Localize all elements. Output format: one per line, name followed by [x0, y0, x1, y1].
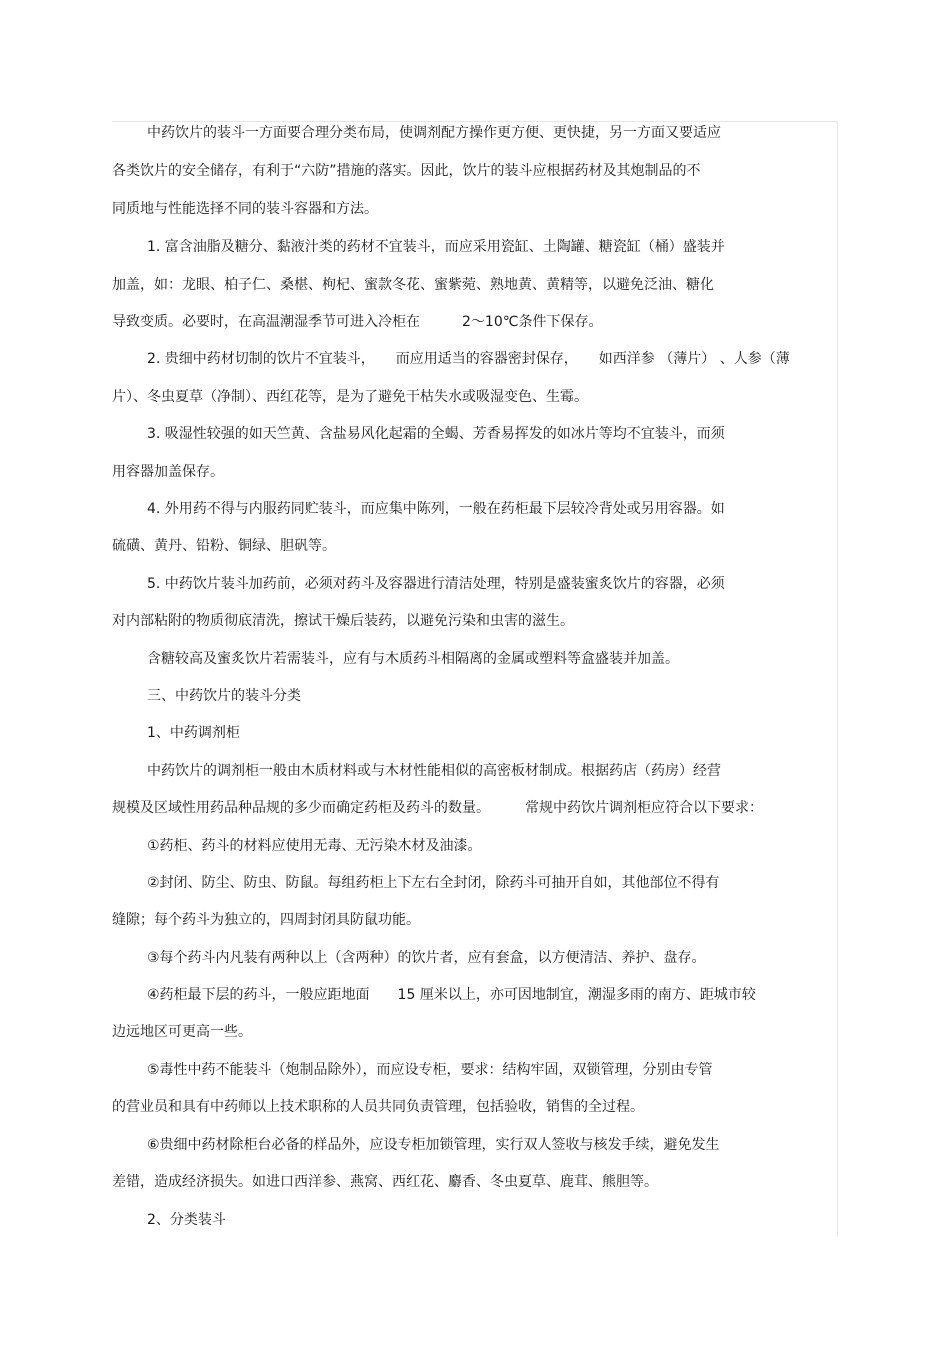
req3: ③每个药斗内凡装有两种以上（含两种）的饮片者，应有套盒，以方便清洁、养护、盘存。 — [147, 950, 706, 966]
item5-line2: 对内部粘附的物质彻底清洗，擦试干燥后装药，以避免污染和虫害的滋生。 — [112, 613, 574, 629]
para1-line1: 中药饮片的装斗一方面要合理分类布局，使调剂配方操作更方便、更快捷，另一方面又要适应 — [147, 125, 721, 141]
item2-line1: 2. 贵细中药材切制的饮片不宜装斗， 而应用适当的容器密封保存， 如西洋参 （薄片） 、人参（薄 — [147, 351, 790, 367]
cabinet-para-line2: 规模及区域性用药品种品规的多少而确定药柜及药斗的数量。 常规中药饮片调剂柜应符合以下要求： — [112, 800, 763, 816]
para1-line2: 各类饮片的安全储存，有利于“六防”措施的落实。因此，饮片的装斗应根据药材及其炮制品的不 — [112, 163, 701, 179]
item4-line1: 4. 外用药不得与内服药同贮装斗，而应集中陈列，一般在药柜最下层较冷背处或另用容器。如 — [147, 501, 725, 517]
req6-line2: 差错，造成经济损失。如进口西洋参、燕窝、西红花、麝香、冬虫夏草、鹿茸、熊胆等。 — [112, 1174, 658, 1190]
subsection-heading-1: 1、中药调剂柜 — [147, 725, 240, 741]
cabinet-para-line1: 中药饮片的调剂柜一般由木质材料或与木材性能相似的高密板材制成。根据药店（药房）经营 — [147, 763, 721, 779]
item1-line3: 导致变质。必要时，在高温潮湿季节可进入冷柜在 2～10℃条件下保存。 — [112, 314, 603, 330]
req6-line1: ⑥贵细中药材除柜台必备的样品外，应设专柜加锁管理，实行双人签收与核发手续，避免发生 — [147, 1137, 720, 1153]
item3-line1: 3. 吸湿性较强的如天竺黄、含盐易风化起霜的全蝎、芳香易挥发的如冰片等均不宜装斗，而须 — [147, 426, 725, 442]
para1-line3: 同质地与性能选择不同的装斗容器和方法。 — [112, 201, 378, 217]
section-heading-3: 三、中药饮片的装斗分类 — [147, 688, 301, 704]
req4-line2: 边远地区可更高一些。 — [112, 1024, 252, 1040]
sugar-note: 含糖较高及蜜炙饮片若需装斗，应有与木质药斗相隔离的金属或塑料等盒盛装并加盖。 — [147, 651, 679, 667]
req4-line1: ④药柜最下层的药斗，一般应距地面 15 厘米以上，亦可因地制宜，潮湿多雨的南方、距城市较 — [147, 987, 756, 1003]
item5-line1: 5. 中药饮片装斗加药前，必须对药斗及容器进行清洁处理，特别是盛装蜜炙饮片的容器，必须 — [147, 576, 725, 592]
subsection-heading-2: 2、分类装斗 — [147, 1212, 226, 1228]
item1-line2: 加盖，如：龙眼、柏子仁、桑椹、枸杞、蜜款冬花、蜜紫菀、熟地黄、黄精等，以避免泛油、糖化 — [112, 277, 714, 293]
item2-line2: 片）、冬虫夏草（净制）、西红花等，是为了避免干枯失水或吸湿变色、生霉。 — [112, 389, 588, 405]
req1: ①药柜、药斗的材料应使用无毒、无污染木材及油漆。 — [147, 838, 482, 854]
req2-line2: 缝隙；每个药斗为独立的，四周封闭具防鼠功能。 — [112, 912, 420, 928]
item4-line2: 硫磺、黄丹、铅粉、铜绿、胆矾等。 — [112, 538, 336, 554]
item1-line1: 1. 富含油脂及糖分、黏液汁类的药材不宜装斗，而应采用瓷缸、土陶罐、糖瓷缸（桶）盛装并 — [147, 239, 725, 255]
req5-line2: 的营业员和具有中药师以上技术职称的人员共同负责管理，包括验收，销售的全过程。 — [112, 1099, 644, 1115]
req5-line1: ⑤毒性中药不能装斗（炮制品除外），而应设专柜，要求：结构牢固，双锁管理，分别由专管 — [147, 1062, 713, 1078]
req2-line1: ②封闭、防尘、防虫、防鼠。每组药柜上下左右全封闭，除药斗可抽开自如，其他部位不得有 — [147, 875, 720, 891]
item3-line2: 用容器加盖保存。 — [112, 464, 224, 480]
